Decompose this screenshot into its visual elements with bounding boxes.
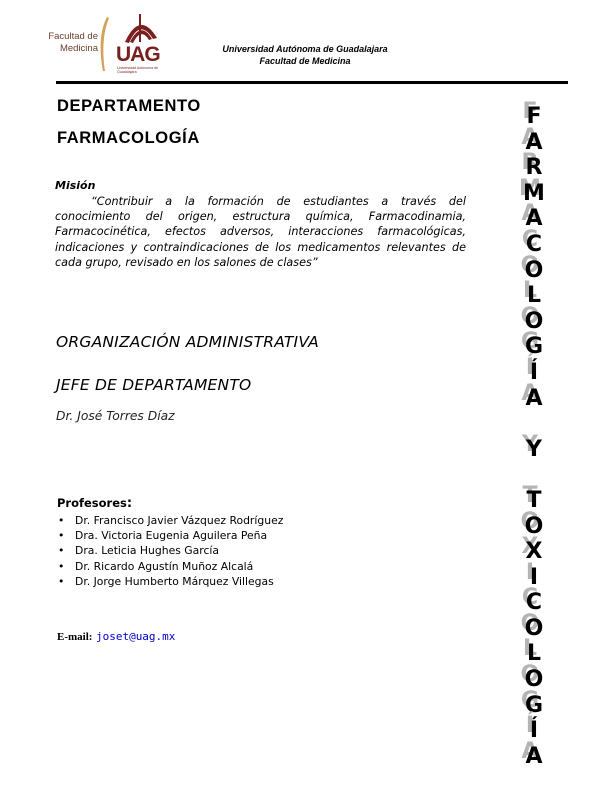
professor-name: Dr. Francisco Javier Vázquez Rodríguez [75,514,284,527]
vertical-letter: R [525,155,543,181]
vertical-letter: G [524,334,544,360]
email-link[interactable]: joset@uag.mx [95,630,176,643]
professors-label [57,496,132,511]
bullet: • [58,559,65,573]
list-item [57,528,283,543]
vertical-letter: O [524,257,544,283]
list-item [57,513,283,528]
vertical-letter: Y [526,436,542,462]
vertical-letter: T [526,487,542,513]
bullet: • [58,544,65,558]
uag-logo-letters: UAG [116,43,160,66]
department-title: DEPARTAMENTO [57,97,201,115]
head-name: Dr. José Torres Díaz [56,409,175,423]
professors-label-text: Profesores [57,496,127,510]
university-name: Universidad Autónoma de Guadalajara [222,44,388,54]
vertical-letter [512,411,556,437]
vertical-letter: A [525,129,543,155]
vertical-letter: L [526,283,542,309]
vertical-letter: Í [529,718,539,744]
head-title: JEFE DE DEPARTAMENTO [56,376,252,394]
vertical-letter: O [524,667,544,693]
vertical-letter: M [523,180,545,206]
bullet: • [58,574,65,588]
vertical-letter: C [525,590,543,616]
bullet: • [58,529,65,543]
professor-name: Dra. Victoria Eugenia Aguilera Peña [75,529,268,543]
vertical-letter: O [524,615,544,641]
list-item [57,543,283,558]
vertical-letter: C [525,231,543,257]
vertical-title [512,104,556,769]
header-divider [56,81,568,84]
list-item [57,574,283,589]
organization-title: ORGANIZACIÓN ADMINISTRATIVA [56,333,319,351]
vertical-letter: X [525,539,543,565]
vertical-letter: L [526,641,542,667]
list-item [57,559,283,574]
uag-logo-subtitle: Universidad Autónoma de Guadalajara [117,66,159,75]
vertical-letter: O [524,513,544,539]
vertical-letter: F [526,104,542,129]
email-line [57,630,175,643]
mission-text: “Contribuir a la formación de estudiantes a través del conocimiento del origen, estructura química, Farmacodinamia, Farmacocinética, efectos adversos, interacciones farmacológicas, indicaciones y contraindicaciones de los medicamentos relevantes de cada grupo, revisado en los salones de clases” [55,195,466,269]
vertical-letter: Í [529,359,539,385]
pharmacology-title: FARMACOLOGÍA [57,129,200,147]
faculty-logo-line1: Facultad de [48,31,98,42]
vertical-letter: I [529,564,539,590]
vertical-letter: G [524,692,544,718]
faculty-logo-text [42,31,98,55]
vertical-letter: A [525,385,543,411]
vertical-letter: A [525,743,543,769]
vertical-letter: O [524,308,544,334]
faculty-name: Facultad de Medicina [259,56,351,66]
professor-name: Dr. Jorge Humberto Márquez Villegas [75,574,274,588]
vertical-letter [512,462,556,488]
vertical-letter: A [525,206,543,232]
mission-label: Misión [55,179,96,192]
professors-list [57,513,283,589]
professor-name: Dr. Ricardo Agustín Muñoz Alcalá [75,559,254,573]
email-label: E-mail: [57,631,93,643]
professors-label-colon: : [126,496,133,511]
logo-swoosh-icon [98,16,110,72]
bullet: • [58,514,65,527]
professor-name: Dra. Leticia Hughes García [75,544,220,558]
faculty-logo-line2: Medicina [59,43,98,54]
page-header [200,43,410,67]
